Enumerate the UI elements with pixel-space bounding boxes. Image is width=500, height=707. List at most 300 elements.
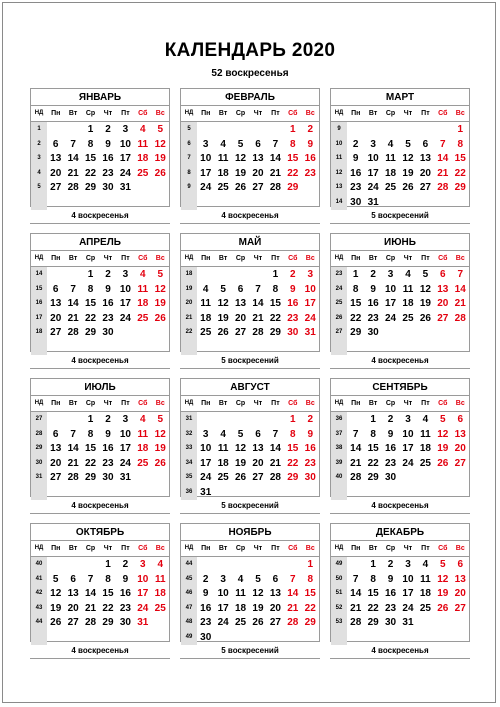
day-cell: 16 bbox=[200, 602, 212, 614]
day-cell: 19 bbox=[437, 443, 449, 455]
month-name: АВГУСТ bbox=[181, 379, 319, 396]
day-cell bbox=[347, 122, 364, 137]
day-cell: 12 bbox=[154, 283, 166, 295]
weekday-label: Вт bbox=[218, 110, 228, 117]
week-number: 36 bbox=[331, 412, 347, 427]
day-cell: 23 bbox=[200, 617, 212, 629]
day-cell bbox=[152, 325, 169, 340]
day-cell bbox=[214, 412, 231, 427]
week-row bbox=[181, 180, 319, 195]
week-row bbox=[31, 180, 169, 195]
day-cell: 2 bbox=[105, 124, 111, 135]
weekday-label: Сб bbox=[138, 255, 148, 262]
day-cell: 26 bbox=[437, 457, 449, 469]
day-cell: 5 bbox=[52, 573, 59, 585]
week-number: 42 bbox=[31, 586, 47, 601]
weekday-header-row bbox=[181, 396, 319, 412]
day-cell: 28 bbox=[437, 182, 449, 194]
weekday-header-row bbox=[181, 251, 319, 267]
weekday-label: Пт bbox=[271, 545, 280, 552]
day-cell: 30 bbox=[367, 327, 379, 339]
day-cell: 7 bbox=[70, 138, 76, 150]
week-row bbox=[181, 282, 319, 297]
day-cell: 14 bbox=[350, 588, 362, 600]
day-cell: 2 bbox=[387, 414, 394, 425]
weekday-label: Сб bbox=[438, 255, 448, 262]
day-cell: 25 bbox=[419, 457, 431, 469]
day-cell: 26 bbox=[217, 327, 229, 339]
day-cell: 15 bbox=[304, 588, 316, 600]
day-cell: 29 bbox=[304, 617, 316, 629]
weekday-label: Вс bbox=[305, 400, 315, 407]
day-cell: 8 bbox=[307, 573, 314, 585]
day-cell: 13 bbox=[50, 153, 62, 165]
sundays-count: 5 воскресений bbox=[330, 208, 470, 224]
day-cell: 23 bbox=[304, 457, 316, 469]
week-row bbox=[331, 267, 469, 282]
day-cell: 11 bbox=[402, 283, 414, 295]
week-number: 24 bbox=[331, 282, 347, 297]
week-row bbox=[31, 427, 169, 442]
day-cell: 11 bbox=[137, 138, 149, 150]
day-cell: 5 bbox=[237, 138, 244, 150]
day-cell: 5 bbox=[237, 428, 244, 440]
weekday-label: Ср bbox=[385, 545, 396, 552]
day-cell: 24 bbox=[367, 182, 379, 194]
weekday-header-row bbox=[181, 541, 319, 557]
day-cell: 22 bbox=[304, 602, 316, 614]
weekday-label: Чт bbox=[403, 400, 413, 407]
day-cell: 13 bbox=[252, 153, 264, 165]
day-cell bbox=[399, 470, 416, 485]
day-cell: 3 bbox=[220, 573, 226, 585]
weekday-label: Пн bbox=[351, 400, 361, 407]
weekday-label: Ср bbox=[85, 110, 96, 117]
day-cell: 25 bbox=[200, 327, 212, 339]
day-cell: 27 bbox=[419, 182, 431, 194]
day-cell: 30 bbox=[304, 472, 316, 484]
day-cell: 28 bbox=[269, 472, 281, 484]
day-cell: 28 bbox=[67, 182, 79, 194]
week-number-header: НД bbox=[331, 396, 347, 411]
day-cell: 27 bbox=[252, 472, 264, 484]
day-cell: 18 bbox=[137, 298, 149, 310]
sundays-count: 4 воскресенья bbox=[30, 208, 170, 224]
week-number: 19 bbox=[181, 282, 197, 297]
week-number: 1 bbox=[31, 122, 47, 137]
week-number: 44 bbox=[181, 557, 197, 572]
week-number: 14 bbox=[331, 195, 347, 210]
month-name: ИЮНЬ bbox=[331, 234, 469, 251]
day-cell: 15 bbox=[84, 443, 97, 455]
day-cell: 7 bbox=[70, 283, 76, 295]
day-cell: 10 bbox=[402, 573, 414, 585]
day-cell: 30 bbox=[102, 182, 114, 194]
weekday-label: Сб bbox=[438, 110, 448, 117]
day-cell: 2 bbox=[105, 414, 111, 425]
weekday-label: Вт bbox=[68, 255, 78, 262]
day-cell: 6 bbox=[52, 138, 59, 150]
month-name: ФЕВРАЛЬ bbox=[181, 89, 319, 106]
day-cell bbox=[64, 557, 81, 572]
weekday-label: Пн bbox=[351, 255, 361, 262]
week-row bbox=[31, 470, 169, 485]
day-cell: 2 bbox=[122, 559, 129, 570]
weekday-label: Пт bbox=[421, 400, 430, 407]
day-cell bbox=[249, 267, 266, 282]
week-row bbox=[181, 122, 319, 137]
day-cell: 7 bbox=[272, 428, 279, 440]
weekday-header-row bbox=[331, 251, 469, 267]
day-cell: 5 bbox=[255, 573, 261, 585]
day-cell: 30 bbox=[384, 472, 397, 484]
weekday-header-row bbox=[331, 396, 469, 412]
week-row bbox=[31, 601, 169, 616]
day-cell bbox=[214, 122, 231, 137]
months-grid bbox=[30, 88, 470, 668]
day-cell bbox=[47, 412, 64, 427]
weekday-header-row bbox=[31, 541, 169, 557]
day-cell: 12 bbox=[419, 283, 431, 295]
month-table bbox=[330, 523, 470, 642]
day-cell: 29 bbox=[102, 617, 114, 629]
day-cell: 16 bbox=[350, 167, 362, 179]
day-cell: 15 bbox=[269, 298, 281, 310]
weekday-label: Сб bbox=[138, 110, 148, 117]
day-cell: 19 bbox=[217, 312, 229, 324]
day-cell: 3 bbox=[405, 559, 411, 570]
day-cell: 17 bbox=[217, 602, 229, 614]
weekday-header-row bbox=[31, 396, 169, 412]
day-cell: 2 bbox=[202, 573, 209, 585]
day-cell: 12 bbox=[252, 588, 264, 600]
day-cell bbox=[64, 267, 81, 282]
day-cell: 10 bbox=[217, 588, 229, 600]
week-number: 39 bbox=[331, 456, 347, 471]
day-cell: 10 bbox=[402, 428, 414, 440]
day-cell: 22 bbox=[367, 602, 379, 614]
day-cell: 27 bbox=[50, 327, 62, 339]
weekday-header-row bbox=[331, 106, 469, 122]
weekday-label: Сб bbox=[288, 545, 298, 552]
day-cell: 14 bbox=[454, 283, 466, 295]
day-cell: 6 bbox=[52, 428, 59, 440]
day-cell: 1 bbox=[272, 269, 279, 280]
day-cell bbox=[382, 325, 399, 340]
day-cell: 31 bbox=[137, 617, 149, 629]
day-cell: 12 bbox=[234, 153, 247, 165]
day-cell bbox=[364, 122, 381, 137]
day-cell: 5 bbox=[440, 414, 446, 425]
week-number: 26 bbox=[331, 311, 347, 326]
week-number: 6 bbox=[181, 137, 197, 152]
day-cell: 9 bbox=[122, 573, 129, 585]
weekday-label: Чт bbox=[253, 255, 263, 262]
month-table bbox=[330, 233, 470, 352]
day-cell: 18 bbox=[137, 153, 149, 165]
day-cell: 18 bbox=[234, 602, 247, 614]
weekday-label: Пн bbox=[51, 400, 61, 407]
week-row bbox=[181, 412, 319, 427]
day-cell: 27 bbox=[252, 182, 264, 194]
day-cell: 1 bbox=[105, 559, 111, 570]
weekday-label: Вс bbox=[155, 400, 165, 407]
day-cell: 25 bbox=[234, 617, 247, 629]
day-cell: 12 bbox=[234, 443, 247, 455]
week-number-header: НД bbox=[181, 396, 197, 411]
weekday-label: Чт bbox=[103, 545, 113, 552]
weekday-label: Ср bbox=[385, 110, 396, 117]
day-cell: 28 bbox=[287, 617, 299, 629]
day-cell: 20 bbox=[50, 457, 62, 469]
day-cell: 31 bbox=[119, 472, 131, 484]
day-cell: 1 bbox=[370, 414, 376, 425]
day-cell: 17 bbox=[119, 153, 131, 165]
day-cell: 30 bbox=[200, 631, 212, 643]
weekday-label: Ср bbox=[85, 255, 96, 262]
day-cell: 6 bbox=[422, 138, 429, 150]
day-cell: 16 bbox=[304, 153, 316, 165]
day-cell bbox=[267, 122, 284, 137]
weekday-label: Вт bbox=[68, 110, 78, 117]
weekday-label: Сб bbox=[138, 545, 148, 552]
week-row bbox=[331, 166, 469, 181]
week-row bbox=[331, 296, 469, 311]
weekday-label: Пт bbox=[121, 110, 130, 117]
day-cell: 21 bbox=[67, 312, 79, 324]
day-cell: 12 bbox=[217, 298, 229, 310]
day-cell: 29 bbox=[84, 472, 97, 484]
day-cell: 2 bbox=[307, 414, 314, 425]
weekday-header-row bbox=[31, 106, 169, 122]
day-cell: 3 bbox=[405, 414, 411, 425]
weekday-label: Пн bbox=[51, 255, 61, 262]
week-row bbox=[181, 456, 319, 471]
day-cell: 15 bbox=[350, 298, 362, 310]
weekday-label: Чт bbox=[103, 400, 113, 407]
weekday-label: Вс bbox=[455, 110, 465, 117]
week-number: 44 bbox=[31, 615, 47, 630]
day-cell: 4 bbox=[220, 428, 226, 440]
week-number: 18 bbox=[181, 267, 197, 282]
day-cell: 15 bbox=[367, 588, 379, 600]
weekday-label: Пн bbox=[201, 400, 211, 407]
day-cell: 11 bbox=[235, 588, 246, 600]
month-block bbox=[30, 378, 170, 523]
day-cell: 23 bbox=[102, 167, 114, 179]
week-number-header: НД bbox=[331, 251, 347, 266]
day-cell: 4 bbox=[422, 559, 429, 570]
day-cell: 18 bbox=[402, 298, 414, 310]
day-cell: 13 bbox=[252, 443, 264, 455]
weekday-label: Ср bbox=[85, 545, 96, 552]
day-cell: 12 bbox=[402, 153, 414, 165]
day-cell: 26 bbox=[154, 457, 166, 469]
month-table bbox=[330, 378, 470, 497]
month-name: МАЙ bbox=[181, 234, 319, 251]
week-number: 38 bbox=[331, 441, 347, 456]
week-row bbox=[181, 470, 319, 485]
day-cell: 31 bbox=[367, 196, 379, 208]
weekday-label: Пт bbox=[121, 400, 130, 407]
day-cell: 26 bbox=[154, 167, 166, 179]
day-cell: 11 bbox=[154, 573, 166, 585]
month-name: ОКТЯБРЬ bbox=[31, 524, 169, 541]
day-cell: 26 bbox=[252, 617, 264, 629]
week-number: 20 bbox=[181, 296, 197, 311]
weekday-label: Вт bbox=[68, 545, 78, 552]
weekday-label: Пн bbox=[51, 110, 61, 117]
day-cell: 6 bbox=[255, 138, 261, 150]
weekday-label: Вт bbox=[368, 110, 378, 117]
day-cell bbox=[417, 122, 434, 137]
week-row bbox=[31, 615, 169, 630]
day-cell: 6 bbox=[457, 559, 464, 570]
day-cell bbox=[347, 557, 364, 572]
day-cell: 24 bbox=[119, 312, 131, 324]
day-cell: 24 bbox=[304, 312, 316, 324]
day-cell: 17 bbox=[200, 457, 212, 469]
weekday-label: Пн bbox=[351, 110, 361, 117]
weekday-header-row bbox=[331, 541, 469, 557]
week-row bbox=[31, 572, 169, 587]
week-number: 25 bbox=[331, 296, 347, 311]
day-cell: 14 bbox=[269, 153, 281, 165]
weekday-label: Вс bbox=[155, 255, 165, 262]
week-row bbox=[31, 586, 169, 601]
month-name: МАРТ bbox=[331, 89, 469, 106]
day-cell: 17 bbox=[119, 298, 131, 310]
day-cell: 30 bbox=[119, 617, 131, 629]
day-cell: 27 bbox=[67, 617, 79, 629]
day-cell: 24 bbox=[402, 457, 414, 469]
day-cell: 10 bbox=[119, 138, 131, 150]
day-cell: 7 bbox=[70, 428, 76, 440]
day-cell: 10 bbox=[119, 428, 131, 440]
day-cell: 25 bbox=[217, 182, 229, 194]
day-cell: 6 bbox=[70, 573, 76, 585]
weekday-label: Вс bbox=[155, 545, 165, 552]
day-cell: 20 bbox=[67, 602, 79, 614]
day-cell: 5 bbox=[422, 269, 429, 280]
month-name: АПРЕЛЬ bbox=[31, 234, 169, 251]
day-cell: 29 bbox=[287, 182, 299, 194]
day-cell: 1 bbox=[87, 124, 94, 135]
day-cell: 19 bbox=[437, 588, 449, 600]
weekday-label: Пн bbox=[351, 545, 361, 552]
day-cell: 15 bbox=[287, 443, 299, 455]
day-cell: 22 bbox=[454, 167, 466, 179]
day-cell: 8 bbox=[352, 283, 359, 295]
day-cell: 7 bbox=[352, 428, 359, 440]
day-cell: 9 bbox=[387, 573, 394, 585]
week-number: 33 bbox=[181, 441, 197, 456]
sundays-count: 5 воскресений bbox=[180, 353, 320, 369]
page-title: КАЛЕНДАРЬ 2020 bbox=[164, 40, 336, 61]
week-row bbox=[181, 586, 319, 601]
weekday-label: Вс bbox=[455, 400, 465, 407]
day-cell: 12 bbox=[50, 588, 62, 600]
month-name: СЕНТЯБРЬ bbox=[331, 379, 469, 396]
week-number: 22 bbox=[181, 325, 197, 340]
day-cell: 24 bbox=[137, 602, 149, 614]
day-cell: 8 bbox=[290, 428, 296, 440]
day-cell bbox=[399, 325, 416, 340]
day-cell: 9 bbox=[387, 428, 394, 440]
week-row bbox=[181, 151, 319, 166]
week-number: 43 bbox=[31, 601, 47, 616]
day-cell: 5 bbox=[157, 414, 164, 425]
month-table bbox=[180, 233, 320, 352]
day-cell bbox=[197, 412, 214, 427]
weekday-label: Пн bbox=[51, 545, 61, 552]
week-number: 5 bbox=[181, 122, 197, 137]
day-cell bbox=[249, 412, 266, 427]
day-cell bbox=[434, 615, 451, 630]
day-cell bbox=[134, 470, 151, 485]
day-cell: 20 bbox=[252, 167, 264, 179]
week-row bbox=[181, 296, 319, 311]
day-cell bbox=[302, 180, 319, 195]
week-row bbox=[331, 412, 469, 427]
day-cell: 11 bbox=[137, 283, 149, 295]
day-cell: 21 bbox=[437, 167, 449, 179]
month-table bbox=[30, 233, 170, 352]
week-number: 2 bbox=[31, 137, 47, 152]
day-cell: 24 bbox=[119, 457, 131, 469]
day-cell: 21 bbox=[269, 167, 281, 179]
day-cell: 26 bbox=[234, 182, 247, 194]
weekday-label: Ср bbox=[385, 255, 396, 262]
week-row bbox=[181, 557, 319, 572]
week-number: 15 bbox=[31, 282, 47, 297]
week-number: 17 bbox=[31, 311, 47, 326]
month-block bbox=[30, 233, 170, 378]
day-cell: 20 bbox=[50, 167, 62, 179]
day-cell: 15 bbox=[454, 153, 466, 165]
day-cell: 6 bbox=[272, 573, 279, 585]
day-cell bbox=[434, 470, 451, 485]
day-cell: 22 bbox=[102, 602, 114, 614]
day-cell: 13 bbox=[437, 283, 449, 295]
day-cell: 13 bbox=[454, 573, 466, 585]
week-row bbox=[331, 137, 469, 152]
day-cell: 17 bbox=[384, 298, 397, 310]
week-row bbox=[31, 267, 169, 282]
week-number: 12 bbox=[331, 166, 347, 181]
day-cell: 19 bbox=[154, 443, 166, 455]
day-cell: 16 bbox=[102, 443, 114, 455]
day-cell: 26 bbox=[50, 617, 62, 629]
day-cell: 8 bbox=[370, 428, 376, 440]
week-number: 40 bbox=[331, 470, 347, 485]
week-number: 10 bbox=[331, 137, 347, 152]
day-cell: 9 bbox=[202, 588, 209, 600]
day-cell bbox=[134, 180, 151, 195]
day-cell: 8 bbox=[370, 573, 376, 585]
week-number: 47 bbox=[181, 601, 197, 616]
day-cell: 16 bbox=[119, 588, 131, 600]
week-number-header: НД bbox=[31, 396, 47, 411]
weekday-label: Пт bbox=[121, 255, 130, 262]
day-cell: 10 bbox=[384, 283, 397, 295]
day-cell: 30 bbox=[102, 327, 114, 339]
week-number: 35 bbox=[181, 470, 197, 485]
week-row bbox=[331, 311, 469, 326]
week-row bbox=[181, 615, 319, 630]
weekday-label: Пт bbox=[271, 255, 280, 262]
day-cell: 1 bbox=[290, 124, 296, 135]
